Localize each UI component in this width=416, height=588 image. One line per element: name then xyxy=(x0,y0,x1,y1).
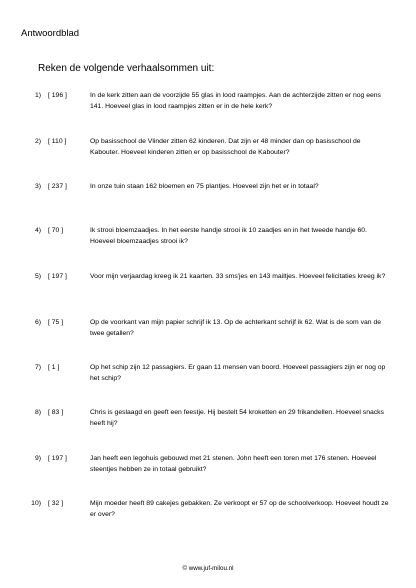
problem-answer: [ 197 ] xyxy=(48,273,67,280)
footer-credit: © www.juf-milou.nl xyxy=(182,565,234,572)
problem-text: Op de voorkant van mijn papier schrijf ik 13. Op de achterkant schrijf ik 62. Wat is de som van de twee getallen? xyxy=(90,319,382,337)
problem-number: 9) xyxy=(34,455,41,462)
problem-text: Op het schip zijn 12 passagiers. Er gaan 11 mensen van boord. Hoeveel passagiers zijn er nog op het schip? xyxy=(90,364,386,382)
problem-text: Ik strooi bloemzaadjes. In het eerste handje strooi ik 10 zaadjes en in het tweede handje 60. Hoeveel bloemzaadjes strooi ik? xyxy=(90,227,367,245)
problem-text: Jan heeft een legohuis gebouwd met 21 stenen. John heeft een toren met 176 stenen. Hoeveel steentjes hebben ze in totaal gebruikt? xyxy=(90,455,377,473)
problem-answer: [ 1 ] xyxy=(48,364,60,371)
problem-number: 5) xyxy=(34,273,41,280)
problem-text: Voor mijn verjaardag kreeg ik 21 kaarten. 33 sms'jes en 143 mailtjes. Hoeveel felicitaties kreeg ik? xyxy=(90,273,386,280)
problem-answer: [ 196 ] xyxy=(48,92,67,99)
problem-number: 7) xyxy=(34,364,41,371)
problem-text: Mijn moeder heeft 89 cakejes gebakken. Ze verkoopt er 57 op de schoolverkoop. Hoeveel houdt ze er over? xyxy=(90,500,389,518)
problem-number: 2) xyxy=(34,138,41,145)
problem-number: 1) xyxy=(34,92,41,99)
problem-text: In onze tuin staan 162 bloemen en 75 plantjes. Hoeveel zijn het er in totaal? xyxy=(90,183,319,190)
instructions: Reken de volgende verhaalsommen uit: xyxy=(38,63,215,74)
problem-answer: [ 197 ] xyxy=(48,455,67,462)
problem-answer: [ 75 ] xyxy=(48,319,64,326)
problem-number: 6) xyxy=(34,319,41,326)
problem-text: In de kerk zitten aan de voorzijde 55 glas in lood raampjes. Aan de achterzijde zitten er nog eens 141. Hoeveel glas in lood raampjes zitten er in de hele kerk? xyxy=(90,92,381,110)
problem-answer: [ 110 ] xyxy=(48,138,67,145)
problem-answer: [ 237 ] xyxy=(48,183,67,190)
problem-text: Op basisschool de Vlinder zitten 62 kinderen. Dat zijn er 48 minder dan op basisschool de Kabouter. Hoeveel kinderen zitten er op basisschool de Kabouter? xyxy=(90,138,361,156)
problem-number: 3) xyxy=(34,183,41,190)
problem-number: 4) xyxy=(34,227,41,234)
problem-text: Chris is geslaagd en geeft een feestje. Hij bestelt 54 kroketten en 29 frikandellen. Hoeveel snacks heeft hij? xyxy=(90,409,384,427)
problem-answer: [ 70 ] xyxy=(48,227,64,234)
problem-answer: [ 83 ] xyxy=(48,409,64,416)
problem-number: 10) xyxy=(31,500,41,507)
problem-number: 8) xyxy=(34,409,41,416)
page-title: Antwoordblad xyxy=(21,28,80,39)
problem-answer: [ 32 ] xyxy=(48,500,64,507)
